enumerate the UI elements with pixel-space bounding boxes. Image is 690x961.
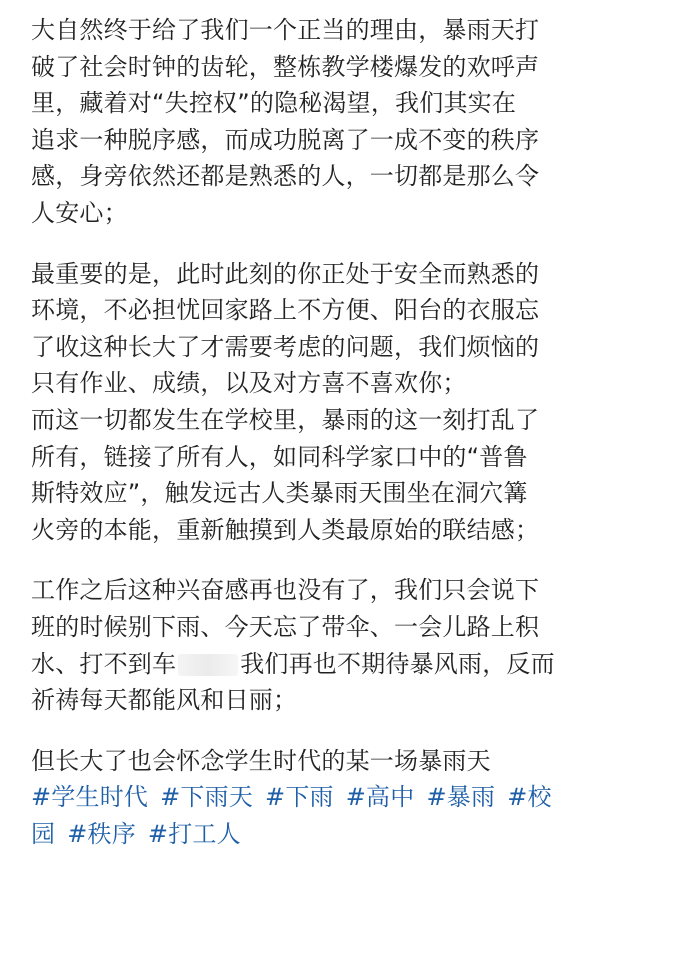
paragraph-4-segment-b: 我们再也不期待暴风雨，反而 祈祷每天都能风和日丽；	[31, 649, 555, 715]
blurred-emoji-icon	[178, 654, 238, 676]
hashtag-campus[interactable]: #校 园	[31, 783, 552, 848]
paragraph-2: 最重要的是，此时此刻的你正处于安全而熟悉的 环境，不必担忧回家路上不方便、阳台的衣服忘 了收这种长大了才需要考虑的问题，我们烦恼的 只有作业、成绩，以及对方喜不喜欢你；	[31, 259, 540, 398]
paragraph-1: 大自然终于给了我们一个正当的理由，暴雨天打 破了社会时钟的齿轮，整栋教学楼爆发的欢呼声 里，藏着对“失控权”的隐秘渴望，我们其实在 追求一种脱序感，而成功脱离了一成不变的秩序 感，身旁依然还都是熟悉的人，一切都是那么令 人安心；	[31, 16, 540, 227]
paragraph-5: 但长大了也会怀念学生时代的某一场暴雨天	[31, 746, 491, 775]
hashtag-order[interactable]: #秩序	[67, 819, 136, 848]
hashtag-high-school[interactable]: #高中	[345, 783, 415, 812]
paragraph-4-line-1: 工作之后这种兴奋感再也没有了，我们只会说下 班的时候别下雨、今天忘了带伞、一会儿路上积	[31, 576, 540, 641]
paragraph-4	[31, 572, 661, 718]
hashtag-rainy-day[interactable]: #下雨天	[160, 783, 254, 812]
hashtag-student-era[interactable]: #学生时代	[31, 783, 149, 812]
hashtag-rainstorm[interactable]: #暴雨	[426, 783, 496, 812]
hashtag-worker[interactable]: #打工人	[147, 819, 241, 848]
post-body	[31, 12, 661, 852]
paragraph-4-segment-a: 水、打不到车	[31, 649, 177, 678]
hashtag-rain[interactable]: #下雨	[265, 783, 334, 812]
paragraph-3: 而这一切都发生在学校里，暴雨的这一刻打乱了 所有，链接了所有人，如同科学家口中的“普鲁 斯特效应”，触发远古人类暴雨天围坐在洞穴篝 火旁的本能，重新触摸到人类最原始的联结感；	[31, 405, 540, 544]
hashtag-list	[31, 779, 661, 852]
